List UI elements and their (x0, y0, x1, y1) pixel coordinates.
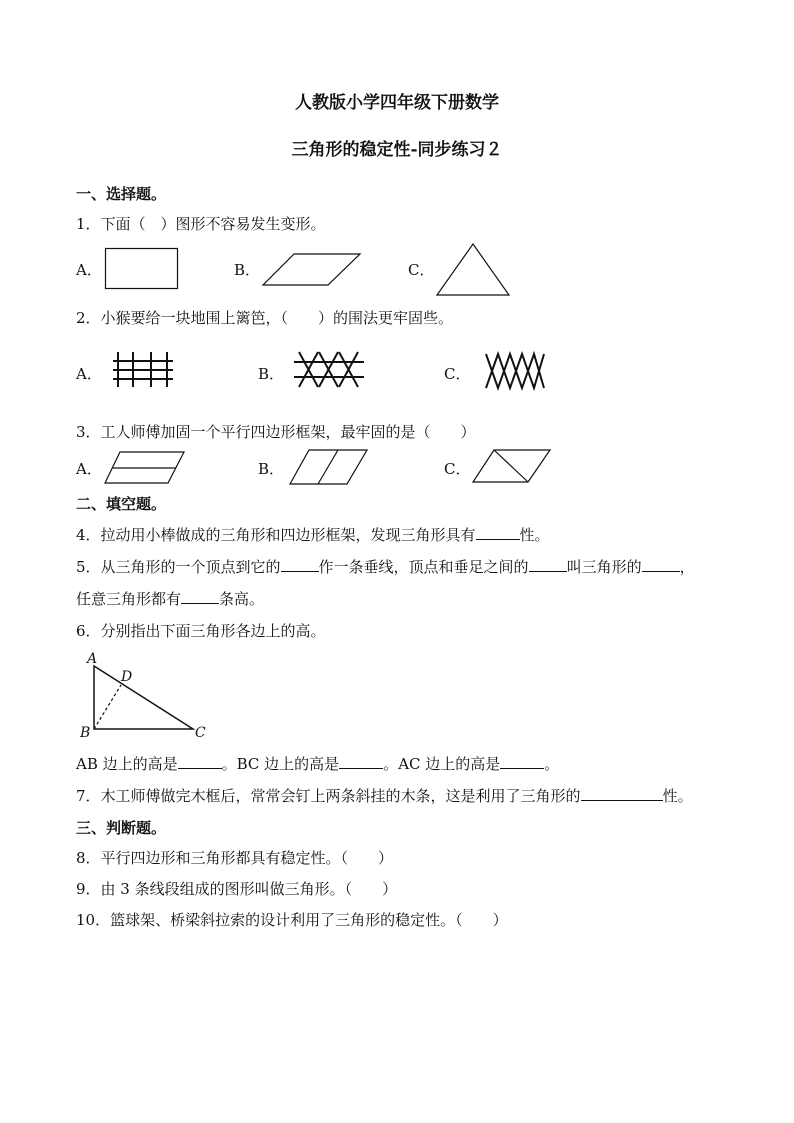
section-choice: 一、选择题。 (76, 185, 167, 203)
q6-ac-text: 。AC 边上的高是 (383, 755, 501, 773)
q2-grid-fence-figure (113, 352, 175, 388)
q7-text: 7．木工师傅做完木框后，常常会钉上两条斜挂的木条，这是利用了三角形的 (76, 787, 581, 805)
q6-ab-blank[interactable] (178, 754, 222, 769)
q6-bc-blank[interactable] (339, 754, 383, 769)
q2-cross-fence-figure (294, 352, 366, 388)
vertex-b-label: B (80, 725, 91, 741)
question-1: 1．下面（ ）图形不容易发生变形。 (76, 215, 326, 233)
q2-option-b-label: B． (258, 365, 285, 383)
q1-parallelogram-figure (262, 253, 362, 287)
q6-ac-blank[interactable] (500, 754, 544, 769)
vertex-a-label: A (87, 651, 98, 667)
q6-ab-text: AB 边上的高是 (76, 755, 178, 773)
question-9: 9．由 3 条线段组成的图形叫做三角形。（ ） (76, 880, 398, 898)
q3-option-a-label: A． (76, 460, 102, 478)
q6-triangle-figure (78, 648, 218, 744)
q3-option-c-label: C． (444, 460, 471, 478)
question-5-line-1 (76, 556, 695, 577)
q5-blank-2[interactable] (529, 557, 567, 572)
question-8: 8．平行四边形和三角形都具有稳定性。（ ） (76, 849, 394, 867)
q4-text-end: 性。 (519, 526, 550, 544)
q5-text-6: 条高。 (219, 590, 265, 608)
question-2: 2．小猴要给一块地围上篱笆，（ ）的围法更牢固些。 (76, 309, 454, 327)
q6-end-text: 。 (544, 755, 560, 773)
q5-text-4: ， (679, 558, 695, 576)
question-3: 3．工人师傅加固一个平行四边形框架，最牢固的是（ ） (76, 423, 476, 441)
question-10: 10．篮球架、桥梁斜拉索的设计利用了三角形的稳定性。（ ） (76, 911, 508, 929)
question-4 (76, 524, 550, 545)
q7-text-end: 性。 (662, 787, 693, 805)
point-d-label: D (121, 669, 133, 685)
question-5-line-2 (76, 588, 264, 609)
q4-text: 4．拉动用小棒做成的三角形和四边形框架，发现三角形具有 (76, 526, 476, 544)
q1-option-c-label: C． (408, 261, 435, 279)
q7-blank[interactable] (581, 786, 663, 801)
q2-option-a-label: A． (76, 365, 102, 383)
q5-text-2: 作一条垂线，顶点和垂足之间的 (318, 558, 529, 576)
q3-option-b-label: B． (258, 460, 285, 478)
section-true-false: 三、判断题。 (76, 819, 167, 837)
q5-blank-3[interactable] (642, 557, 680, 572)
q6-bc-text: 。BC 边上的高是 (221, 755, 340, 773)
page-title: 人教版小学四年级下册数学 (295, 93, 499, 113)
question-6: 6．分别指出下面三角形各边上的高。 (76, 622, 326, 640)
q5-text-1: 5．从三角形的一个顶点到它的 (76, 558, 281, 576)
q3-parallelogram-diagonal-brace-figure (472, 449, 552, 484)
section-fill-in: 二、填空题。 (76, 495, 167, 513)
q1-triangle-figure (436, 243, 512, 297)
q2-option-c-label: C． (444, 365, 471, 383)
q1-option-b-label: B． (234, 261, 261, 279)
q1-option-a-label: A． (76, 261, 102, 279)
q3-parallelogram-horizontal-brace-figure (104, 451, 186, 485)
q4-blank[interactable] (476, 525, 520, 540)
q5-text-3: 叫三角形的 (566, 558, 642, 576)
vertex-c-label: C (195, 725, 206, 741)
question-7 (76, 785, 693, 806)
q6-answers (76, 753, 559, 774)
q5-blank-1[interactable] (281, 557, 319, 572)
q3-parallelogram-vertical-brace-figure (289, 449, 369, 486)
q2-zigzag-fence-figure (484, 352, 546, 390)
q1-rectangle-figure (105, 248, 180, 290)
page-subtitle: 三角形的稳定性-同步练习２ (291, 140, 503, 160)
q5-blank-4[interactable] (181, 589, 219, 604)
q5-text-5: 任意三角形都有 (76, 590, 182, 608)
